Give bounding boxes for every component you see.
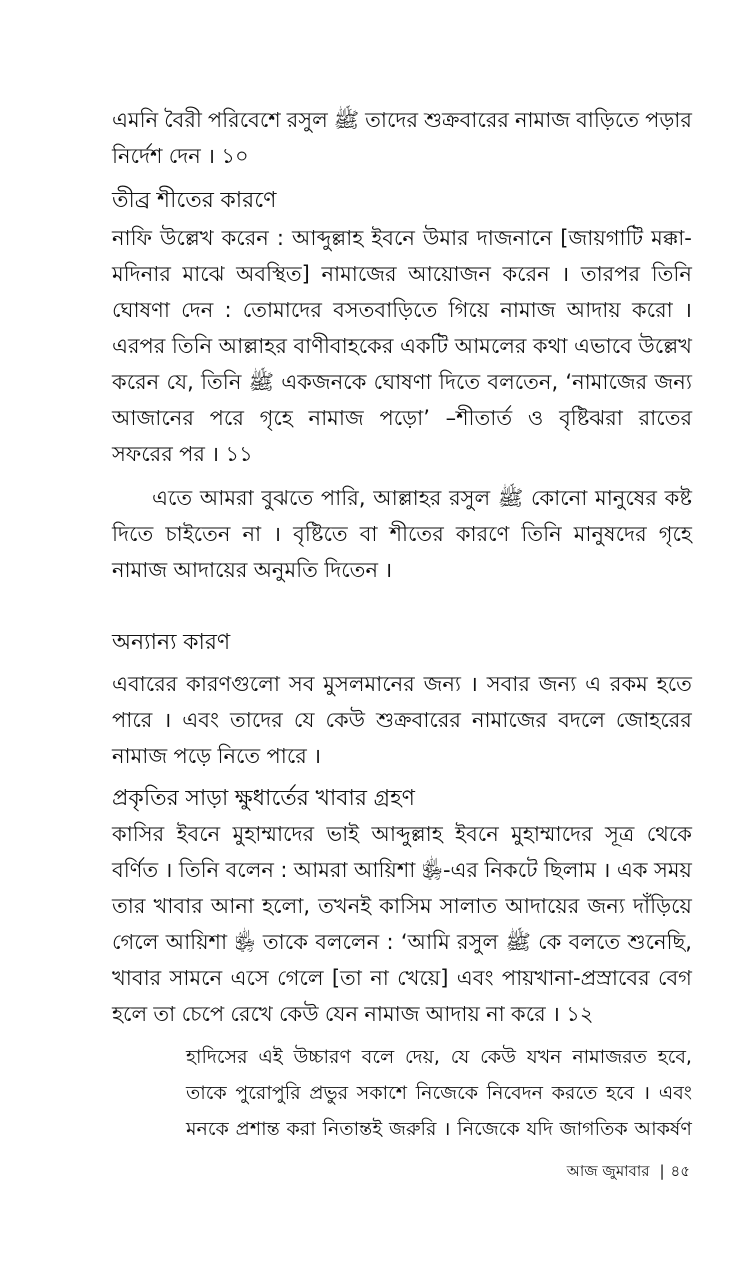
word: সাড়া — [185, 786, 229, 811]
word: পড়ো’ — [379, 406, 430, 430]
word: আয়িশা — [353, 858, 416, 882]
text-line — [112, 334, 692, 359]
word: বাড়িতে — [576, 108, 640, 132]
word: তাদের — [365, 108, 418, 132]
word: আমরা — [293, 858, 348, 882]
quote-line — [186, 1118, 692, 1141]
word: । — [164, 858, 173, 882]
word: ﷺ — [333, 108, 360, 132]
word: করো — [631, 298, 673, 322]
word: করতে — [551, 1082, 598, 1104]
word: । — [642, 1082, 651, 1104]
word: পড়ে — [173, 744, 212, 768]
word: পর — [179, 442, 205, 466]
word: এই — [258, 1046, 283, 1068]
word: খাবার — [315, 786, 368, 811]
word: আজানের — [112, 406, 194, 430]
word: তাকে — [262, 930, 308, 954]
text-line — [112, 108, 692, 133]
word: জন্য — [538, 672, 577, 696]
word: আদায়ের — [505, 894, 580, 918]
word: না — [370, 966, 389, 990]
word: হতে — [656, 672, 692, 696]
word: যখন — [526, 1046, 562, 1068]
word: জরুরি — [388, 1118, 437, 1140]
word: এ — [585, 672, 602, 696]
word: ﵂-এর — [421, 858, 479, 882]
word: : — [224, 298, 232, 322]
word: । — [552, 1002, 560, 1026]
text-line — [112, 226, 692, 251]
word: আব্দুল্লাহ — [371, 822, 443, 846]
word: কে — [538, 930, 562, 954]
word: অনুমতি — [253, 558, 318, 582]
word: এবারের — [112, 672, 178, 696]
text-line — [112, 522, 692, 547]
word: এবং — [182, 708, 219, 732]
word: ভাই — [326, 822, 360, 846]
word: তোমাদের — [242, 298, 322, 322]
word: । — [163, 708, 172, 732]
word: কারণে — [220, 188, 277, 213]
word: যে, — [166, 370, 194, 394]
word: ইবনে — [176, 822, 221, 846]
word: রকম — [609, 672, 648, 696]
word: এবং — [658, 1082, 692, 1104]
word: বলেন — [225, 858, 274, 882]
word: পারে — [266, 744, 307, 768]
word: আমলের — [454, 334, 527, 358]
word: এভাবে — [574, 334, 632, 358]
word: মুহাম্মাদের — [232, 822, 315, 846]
word: নির্দেশ — [112, 144, 163, 168]
word: এতে — [152, 486, 193, 510]
word: ঘোষণা — [112, 298, 170, 322]
word: রাতের — [638, 406, 692, 430]
word: আদায় — [566, 298, 621, 322]
word: তিনি — [201, 370, 242, 394]
word: ‘নামাজের — [565, 370, 648, 394]
text-line — [112, 298, 692, 323]
word: বলে — [361, 1046, 395, 1068]
word: ও — [527, 406, 544, 430]
word: নামাজের — [321, 262, 397, 286]
text-line — [112, 370, 692, 395]
word: যে — [293, 708, 315, 732]
word: শুক্রবারের — [376, 708, 461, 732]
word: ইবনে — [371, 226, 415, 250]
word: গ্রহণ — [373, 786, 415, 811]
word: : — [276, 226, 284, 250]
word: : — [280, 858, 288, 882]
word: গৃহে — [658, 522, 692, 546]
word: চাইতেন — [165, 522, 231, 546]
word: মাঝে — [182, 262, 225, 286]
word: কারণ — [183, 630, 231, 655]
word: তাদের — [229, 708, 283, 732]
word: দেন — [181, 298, 214, 322]
word: এমনি — [112, 108, 159, 132]
word: সামনে — [169, 966, 223, 990]
word: চেপে — [181, 1002, 225, 1026]
word: জোহরের — [615, 708, 692, 732]
word: নিজেকে — [457, 1118, 520, 1140]
word: । — [469, 672, 478, 696]
word: মদিনার — [112, 262, 171, 286]
word: নিবেদন — [486, 1082, 544, 1104]
word: প্রশান্ত — [235, 1118, 280, 1140]
word: নামাজ — [112, 558, 168, 582]
word: উমার — [423, 226, 469, 250]
word: দিতে — [112, 522, 154, 546]
word: গিয়ে — [448, 298, 490, 322]
word: তিনি — [171, 334, 213, 358]
word: বসতবাড়িতে — [333, 298, 438, 322]
word: তার — [112, 894, 146, 918]
word: ঘোষণা — [373, 370, 432, 394]
quote-line — [186, 1082, 692, 1105]
word: নামাজ — [112, 744, 168, 768]
word: । — [443, 1118, 451, 1140]
word: । — [384, 558, 393, 582]
word: আদায় — [425, 1002, 480, 1026]
word: কেউ — [279, 1002, 319, 1026]
word: তিনি — [178, 858, 220, 882]
word: আল্লাহর — [373, 486, 442, 510]
word: হলো, — [262, 894, 311, 918]
word: কেউ — [325, 708, 366, 732]
word: একজনকে — [281, 370, 367, 394]
word: বাণীবাহকের — [293, 334, 394, 358]
word: খাবার — [153, 894, 203, 918]
word: কাসিম — [379, 894, 432, 918]
word: মনকে — [186, 1118, 229, 1140]
word: আদায়ের — [173, 558, 248, 582]
word: বদলে — [558, 708, 605, 732]
word: তিনি — [651, 262, 692, 286]
word: তখনই — [318, 894, 372, 918]
word: দিতে — [438, 370, 481, 394]
word: নাফি — [112, 226, 152, 250]
word: ১২ — [566, 1002, 594, 1026]
text-line — [112, 894, 692, 919]
word: আয়িশা — [165, 930, 228, 954]
word: আকর্ষণ — [634, 1118, 692, 1140]
word: । — [313, 744, 322, 768]
word: আল্লাহর — [218, 334, 287, 358]
word: উল্লেখ — [638, 334, 692, 358]
word: দেয়, — [404, 1046, 440, 1068]
word: সব — [288, 672, 315, 696]
word: ১১ — [225, 442, 253, 466]
word: শীতের — [389, 522, 444, 546]
word: অবস্থিত] — [236, 262, 310, 286]
word: একটি — [400, 334, 449, 358]
page-number: ৪৫ — [670, 1162, 690, 1180]
word: এক — [616, 858, 648, 882]
word: নিতান্তই — [322, 1118, 383, 1140]
word: বলতেন, — [487, 370, 559, 394]
word: পুরোপুরি — [235, 1082, 301, 1104]
word: করা — [286, 1118, 316, 1140]
word: থেকে — [646, 822, 692, 846]
word: বললেন — [315, 930, 380, 954]
word: কাসির — [112, 822, 165, 846]
word: কারণে — [455, 522, 510, 546]
quote-line — [186, 1046, 692, 1069]
text-line — [112, 558, 692, 583]
text-line — [112, 262, 692, 287]
text-line — [112, 406, 692, 431]
word: । — [211, 442, 220, 466]
word: দাজনানে — [476, 226, 553, 250]
word: কথা — [533, 334, 568, 358]
word: দিতেন — [324, 558, 378, 582]
section-heading — [112, 188, 692, 214]
word: পায়খানা-প্রস্রাবের — [501, 966, 650, 990]
word: উচ্চারণ — [293, 1046, 351, 1068]
word: ক্ষুধার্তের — [234, 786, 309, 811]
text-line — [112, 442, 692, 467]
word: রসুল — [286, 108, 328, 132]
word: ছিলাম — [544, 858, 597, 882]
word: হবে, — [657, 1046, 692, 1068]
word: ﷺ — [505, 930, 531, 954]
word: বেগ — [657, 966, 692, 990]
word: মক্কা- — [651, 226, 692, 250]
footer-separator: | — [659, 1162, 665, 1180]
word: কারণগুলো — [186, 672, 280, 696]
word: অন্যান্য — [112, 630, 177, 655]
word: না — [242, 522, 262, 546]
word: পড়ার — [645, 108, 692, 132]
word: রসুল — [449, 486, 491, 510]
word: বৈরী — [164, 108, 202, 132]
word: দাঁড়িয়ে — [632, 894, 692, 918]
word: শীতের — [157, 188, 214, 213]
word: পারে — [112, 708, 153, 732]
word: তাকে — [186, 1082, 227, 1104]
word: দেন — [168, 144, 201, 168]
word: নামাজের — [471, 708, 548, 732]
word: প্রকৃতির — [112, 786, 179, 811]
text-line — [112, 144, 692, 169]
word: মুসলমানের — [323, 672, 415, 696]
word: আনা — [210, 894, 254, 918]
word: ﵂ — [234, 930, 256, 954]
book-title: আজ জুমাবার — [566, 1162, 650, 1180]
word: কষ্ট — [664, 486, 692, 510]
word: এবং — [456, 966, 494, 990]
word: বলতে — [568, 930, 621, 954]
word: জন্য — [423, 672, 462, 696]
word: হবে — [606, 1082, 635, 1104]
word: করেন — [112, 370, 160, 394]
word: নামাজরত — [572, 1046, 647, 1068]
word: ইবনে — [455, 822, 499, 846]
word: নিকটে — [484, 858, 538, 882]
word: ‘আমি — [400, 930, 450, 954]
text-line — [112, 672, 692, 697]
word: মুহাম্মাদের — [511, 822, 593, 846]
word: জন্য — [654, 370, 692, 394]
word: যেন — [324, 1002, 359, 1026]
text-line — [112, 1002, 692, 1027]
section-heading — [112, 630, 692, 656]
word: সালাত — [439, 894, 498, 918]
word: বুঝতে — [261, 486, 314, 510]
word: শুনেছি, — [627, 930, 692, 954]
word: –শীতার্ত — [445, 406, 513, 430]
word: জাগতিক — [559, 1118, 628, 1140]
word: ﷺ — [248, 370, 274, 394]
word: । — [602, 858, 611, 882]
word: তীব্র — [112, 188, 151, 213]
word: পরিবেশে — [207, 108, 281, 132]
word: বর্ণিত — [112, 858, 159, 882]
text-line — [112, 708, 692, 733]
word: ১০ — [221, 144, 249, 168]
text-line — [112, 858, 692, 883]
word: আমরা — [199, 486, 254, 510]
word: নামাজ — [500, 298, 556, 322]
word: রেখে — [230, 1002, 273, 1026]
word: মানুষের — [595, 486, 657, 510]
word: পরে — [209, 406, 244, 430]
word: করেন — [221, 226, 269, 250]
word: করে — [511, 1002, 546, 1026]
text-line — [112, 966, 692, 991]
word: কোনো — [530, 486, 588, 510]
word: রসুল — [457, 930, 499, 954]
word: মানুষদের — [573, 522, 647, 546]
word: যে — [450, 1046, 470, 1068]
word: বা — [359, 522, 378, 546]
word: । — [273, 522, 282, 546]
word: নামাজ — [364, 1002, 420, 1026]
word: গেলে — [277, 966, 324, 990]
word: না — [486, 1002, 505, 1026]
word: [জায়গাটি — [560, 226, 644, 250]
word: খেয়ে] — [397, 966, 449, 990]
word: প্রভুর — [309, 1082, 349, 1104]
word: সকাশে — [356, 1082, 408, 1104]
word: এরপর — [112, 334, 166, 358]
word: তারপর — [580, 262, 641, 286]
word: সূত্র — [605, 822, 635, 846]
word: শুক্রবারের — [423, 108, 509, 132]
text-line — [112, 744, 692, 769]
word: কেউ — [480, 1046, 516, 1068]
word: আয়োজন — [408, 262, 491, 286]
word: যদি — [526, 1118, 553, 1140]
word: গেলে — [112, 930, 159, 954]
word: সময় — [653, 858, 692, 882]
word: বৃষ্টিতে — [293, 522, 348, 546]
word: নামাজ — [514, 108, 571, 132]
word: । — [561, 262, 570, 286]
word: নিতে — [217, 744, 261, 768]
word: সফরের — [112, 442, 173, 466]
word: । — [207, 144, 216, 168]
word: বৃষ্টিঝরা — [559, 406, 623, 430]
word: তিনি — [521, 522, 562, 546]
word: আব্দুল্লাহ — [292, 226, 364, 250]
word: নামাজ — [308, 406, 364, 430]
word: গৃহে — [259, 406, 293, 430]
text-line — [112, 822, 692, 847]
text-line — [112, 930, 692, 955]
word: খাবার — [112, 966, 162, 990]
word: জন্য — [587, 894, 625, 918]
word: সবার — [486, 672, 530, 696]
word: পারি, — [320, 486, 366, 510]
word: করেন — [502, 262, 550, 286]
word: তা — [153, 1002, 176, 1026]
text-line — [152, 486, 692, 511]
word: হাদিসের — [186, 1046, 248, 1068]
word: এসে — [230, 966, 269, 990]
word: : — [386, 930, 394, 954]
word: নিজেকে — [415, 1082, 479, 1104]
section-heading — [112, 786, 692, 812]
word: ﷺ — [497, 486, 524, 510]
word: উল্লেখ — [160, 226, 214, 250]
word: হলে — [112, 1002, 148, 1026]
page-footer — [490, 1160, 690, 1185]
word: [তা — [331, 966, 362, 990]
word: । — [683, 298, 692, 322]
